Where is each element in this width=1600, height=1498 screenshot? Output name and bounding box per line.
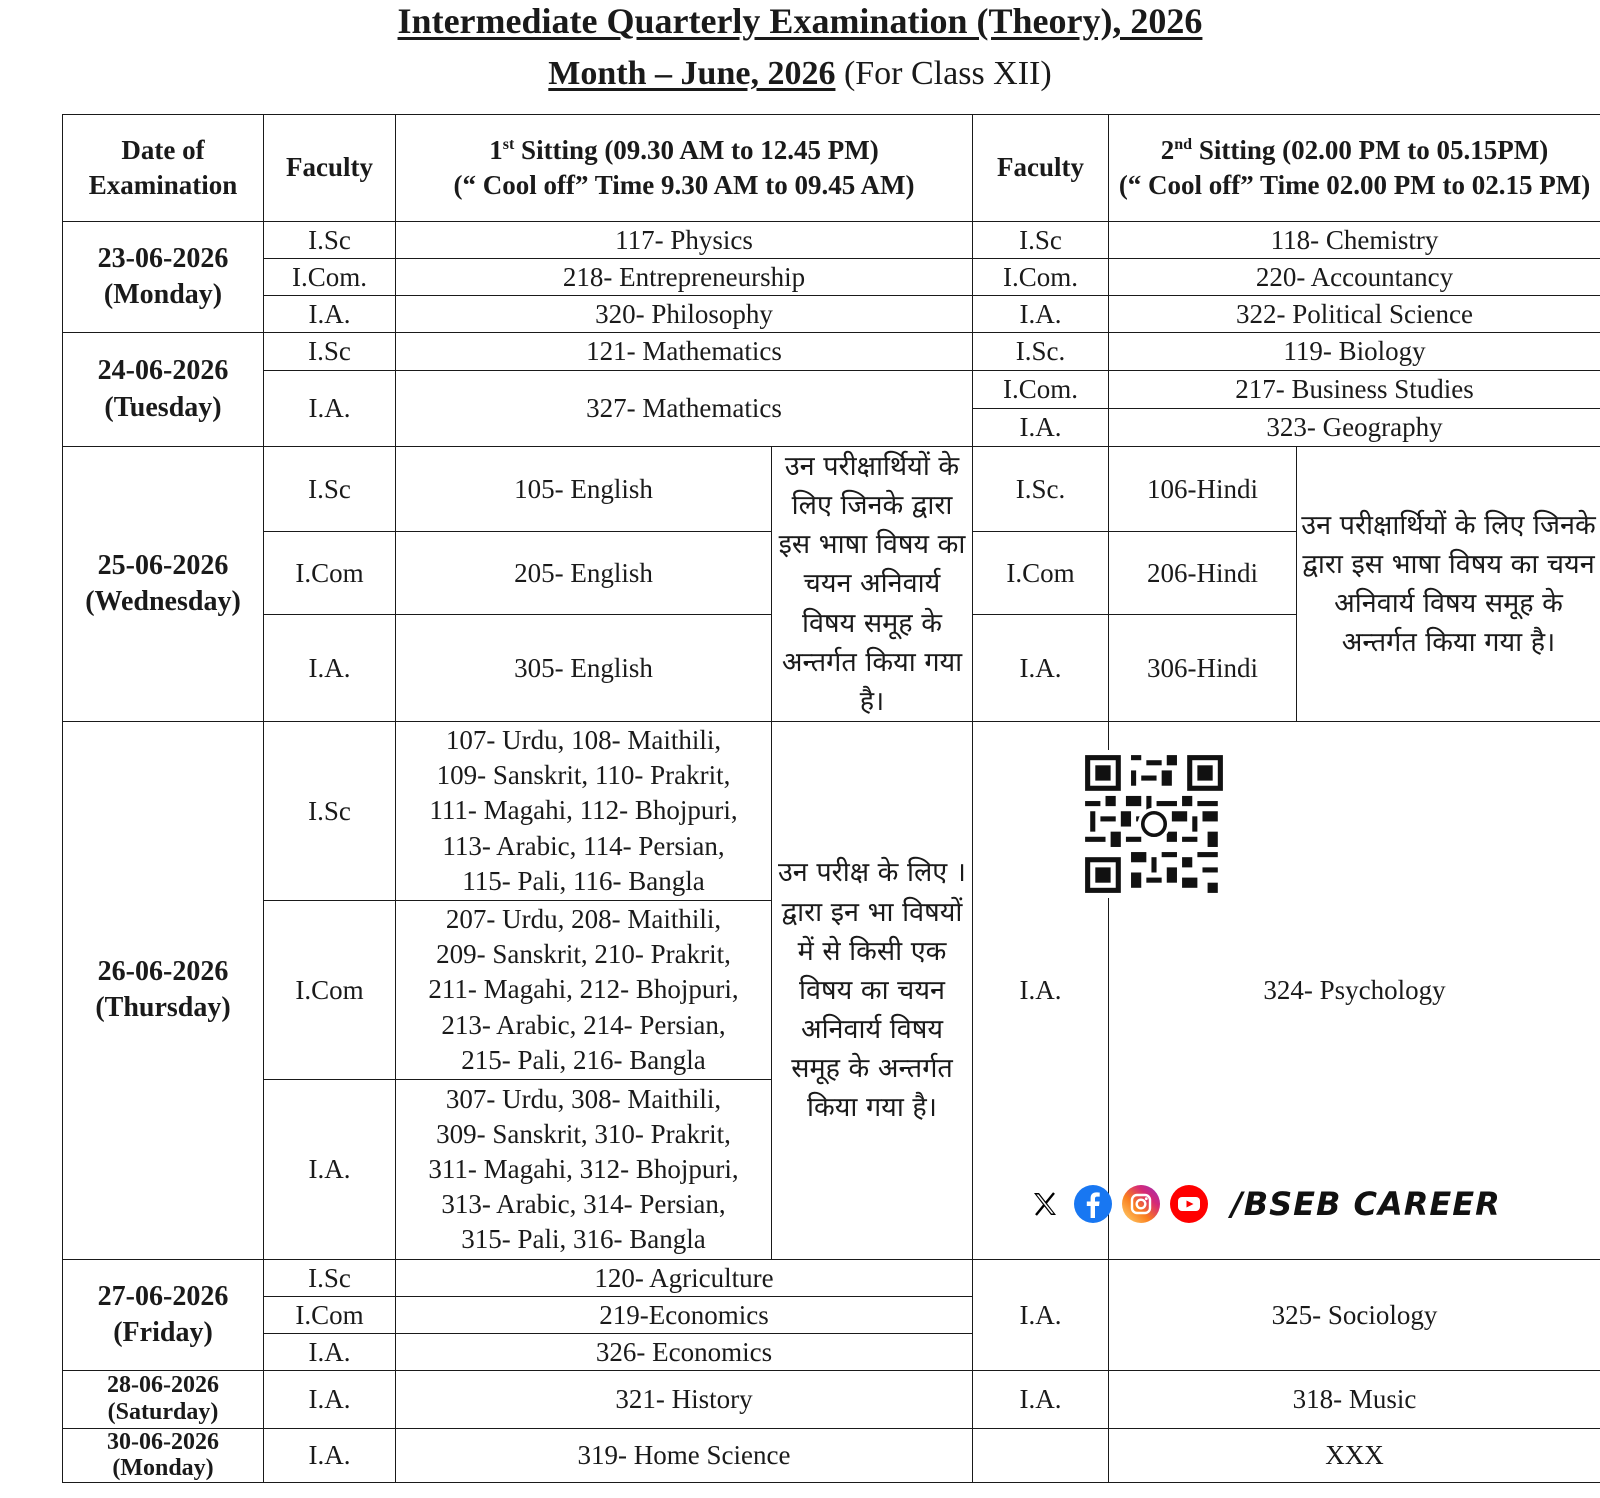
youtube-icon	[1169, 1184, 1209, 1224]
faculty-cell: I.Sc	[973, 222, 1109, 259]
faculty-cell: I.Com	[264, 531, 396, 615]
subject-cell: 321- History	[396, 1370, 973, 1428]
faculty-cell: I.A.	[973, 409, 1109, 447]
faculty-cell: I.Sc	[264, 333, 396, 371]
faculty-cell: I.A.	[264, 371, 396, 447]
faculty-cell: I.A.	[264, 296, 396, 333]
social-watermark	[1025, 1181, 1501, 1227]
subject-cell: 326- Economics	[396, 1333, 973, 1370]
faculty-cell: I.A.	[973, 721, 1109, 1259]
table-header-row	[63, 115, 1600, 222]
faculty-cell: I.Com	[973, 531, 1109, 615]
exam-date-cell: 24-06-2026 (Tuesday)	[63, 333, 264, 447]
faculty-cell: I.Com.	[264, 259, 396, 296]
subject-cell: 107- Urdu, 108- Maithili, 109- Sanskrit, 110- Prakrit, 111- Magahi, 112- Bhojpuri, 113- Arabic, 114- Persian, 115- Pali, 116- Bangla	[396, 721, 772, 900]
exam-date-cell: 30-06-2026 (Monday)	[63, 1428, 264, 1482]
exam-schedule-table	[62, 114, 1600, 1483]
subject-cell: 324- Psychology	[1109, 721, 1600, 1259]
subject-cell: 319- Home Science	[396, 1428, 973, 1482]
subject-cell: 306-Hindi	[1109, 615, 1297, 722]
subject-cell: 318- Music	[1109, 1370, 1600, 1428]
subject-cell: 327- Mathematics	[396, 371, 973, 447]
subject-cell: 105- English	[396, 447, 772, 532]
subject-cell: XXX	[1109, 1428, 1600, 1482]
subject-cell: 119- Biology	[1109, 333, 1600, 371]
faculty-cell: I.Sc	[264, 447, 396, 532]
table-row	[63, 259, 1600, 296]
exam-date-cell: 26-06-2026 (Thursday)	[63, 721, 264, 1259]
faculty-cell: I.Sc.	[973, 447, 1109, 532]
faculty-cell: I.Com.	[973, 371, 1109, 409]
subject-cell: 307- Urdu, 308- Maithili, 309- Sanskrit, 310- Prakrit, 311- Magahi, 312- Bhojpuri, 313- Arabic, 314- Persian, 315- Pali, 316- Bangla	[396, 1079, 772, 1259]
faculty-cell	[973, 1428, 1109, 1482]
table-row	[63, 222, 1600, 259]
subject-cell: 207- Urdu, 208- Maithili, 209- Sanskrit, 210- Prakrit, 211- Magahi, 212- Bhojpuri, 213- Arabic, 214- Persian, 215- Pali, 216- Bangla	[396, 900, 772, 1079]
faculty-cell: I.A.	[973, 296, 1109, 333]
faculty-cell: I.Com.	[973, 259, 1109, 296]
table-row	[63, 1428, 1600, 1482]
header-sitting-2: 2nd Sitting (02.00 PM to 05.15PM) (“ Cool off” Time 02.00 PM to 02.15 PM)	[1109, 115, 1600, 222]
faculty-cell: I.A.	[264, 1079, 396, 1259]
faculty-cell: I.Sc	[264, 222, 396, 259]
faculty-cell: I.A.	[973, 1259, 1109, 1370]
faculty-cell: I.A.	[264, 615, 396, 722]
table-row	[63, 371, 1600, 409]
faculty-cell: I.A.	[973, 1370, 1109, 1428]
subtitle-month: Month – June, 2026	[548, 55, 836, 92]
table-row	[63, 1370, 1600, 1428]
language-note-cell: उन परीक्ष के लिए । द्वारा इन भा विषयों में से किसी एक विषय का चयन अनिवार्य विषय समूह के अन्तर्गत किया गया है।	[772, 721, 973, 1259]
faculty-cell: I.A.	[973, 615, 1109, 722]
subject-cell: 206-Hindi	[1109, 531, 1297, 615]
faculty-cell: I.Sc	[264, 1259, 396, 1296]
instagram-icon	[1121, 1184, 1161, 1224]
subject-cell: 219-Economics	[396, 1296, 973, 1333]
subtitle-class: (For Class XII)	[835, 55, 1052, 92]
subject-cell: 117- Physics	[396, 222, 973, 259]
header-faculty-1: Faculty	[264, 115, 396, 222]
subject-cell: 106-Hindi	[1109, 447, 1297, 532]
language-note-cell: उन परीक्षार्थियों के लिए जिनके द्वारा इस भाषा विषय का चयन अनिवार्य विषय समूह के अन्तर्गत किया गया है।	[1297, 447, 1600, 722]
subject-cell: 120- Agriculture	[396, 1259, 973, 1296]
faculty-cell: I.Sc.	[973, 333, 1109, 371]
bseb-career-handle: /BSEB CAREER	[1231, 1185, 1501, 1223]
faculty-cell: I.Sc	[264, 721, 396, 900]
faculty-cell: I.A.	[264, 1370, 396, 1428]
faculty-cell: I.A.	[264, 1428, 396, 1482]
qr-code-icon	[1080, 750, 1228, 898]
language-note-cell: उन परीक्षार्थियों के लिए जिनके द्वारा इस भाषा विषय का चयन अनिवार्य विषय समूह के अन्तर्गत किया गया है।	[772, 447, 973, 722]
subject-cell: 320- Philosophy	[396, 296, 973, 333]
subject-cell: 325- Sociology	[1109, 1259, 1600, 1370]
subject-cell: 220- Accountancy	[1109, 259, 1600, 296]
header-faculty-2: Faculty	[973, 115, 1109, 222]
header-sitting-1: 1st Sitting (09.30 AM to 12.45 PM) (“ Cool off” Time 9.30 AM to 09.45 AM)	[396, 115, 973, 222]
exam-date-cell: 25-06-2026 (Wednesday)	[63, 447, 264, 722]
subject-cell: 205- English	[396, 531, 772, 615]
header-date: Date of Examination	[63, 115, 264, 222]
exam-date-cell: 28-06-2026 (Saturday)	[63, 1370, 264, 1428]
table-row	[63, 721, 1600, 900]
table-row	[63, 1259, 1600, 1296]
faculty-cell: I.Com	[264, 900, 396, 1079]
faculty-cell: I.Com	[264, 1296, 396, 1333]
exam-date-cell: 27-06-2026 (Friday)	[63, 1259, 264, 1370]
subject-cell: 305- English	[396, 615, 772, 722]
page-title: Intermediate Quarterly Examination (Theory), 2026	[397, 1, 1203, 41]
table-row	[63, 333, 1600, 371]
subject-cell: 218- Entrepreneurship	[396, 259, 973, 296]
subject-cell: 323- Geography	[1109, 409, 1600, 447]
subject-cell: 322- Political Science	[1109, 296, 1600, 333]
subject-cell: 118- Chemistry	[1109, 222, 1600, 259]
subject-cell: 217- Business Studies	[1109, 371, 1600, 409]
x-icon	[1025, 1184, 1065, 1224]
facebook-icon	[1073, 1184, 1113, 1224]
table-row	[63, 296, 1600, 333]
page-subtitle	[0, 54, 1600, 94]
subject-cell: 121- Mathematics	[396, 333, 973, 371]
exam-date-cell: 23-06-2026 (Monday)	[63, 222, 264, 333]
faculty-cell: I.A.	[264, 1333, 396, 1370]
table-row	[63, 447, 1600, 532]
